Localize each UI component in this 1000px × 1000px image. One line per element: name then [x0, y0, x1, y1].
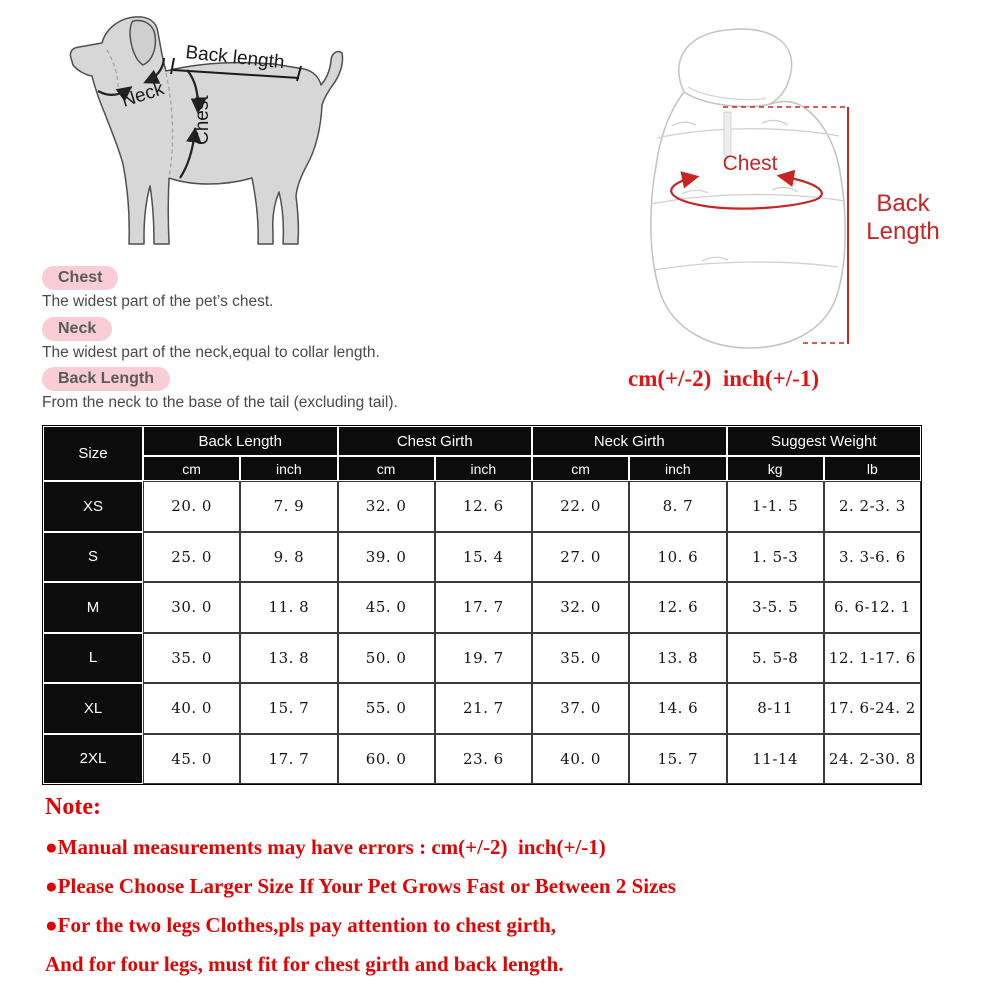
table-cell: 55. 0 [338, 683, 435, 734]
table-cell: 30. 0 [143, 582, 240, 633]
table-cell: 24. 2-30. 8 [824, 734, 921, 785]
definition-neck [42, 317, 380, 362]
jacket-body [651, 92, 845, 348]
note-item: And for four legs, must fit for chest girth and back length. [45, 952, 564, 976]
table-cell: 39. 0 [338, 532, 435, 583]
table-cell: 1. 5-3 [727, 532, 824, 583]
note-item: ●Please Choose Larger Size If Your Pet Grows Fast or Between 2 Sizes [45, 874, 676, 898]
notes-section [45, 794, 960, 977]
table-cell: 8-11 [727, 683, 824, 734]
dog-back-length-label: Back length [184, 42, 286, 74]
unit-header: inch [435, 456, 532, 481]
table-cell: 5. 5-8 [727, 633, 824, 684]
size-label-xs: XS [43, 481, 143, 532]
dog-measurement-diagram [40, 8, 370, 258]
size-label-xl: XL [43, 683, 143, 734]
table-cell: 13. 8 [240, 633, 337, 684]
unit-header: cm [532, 456, 629, 481]
dog-chest-label: Chest [192, 95, 213, 145]
jacket-zipper [724, 112, 731, 156]
unit-header: cm [143, 456, 240, 481]
table-cell: 3-5. 5 [727, 582, 824, 633]
table-cell: 15. 4 [435, 532, 532, 583]
definition-back-length [42, 367, 398, 412]
table-cell: 7. 9 [240, 481, 337, 532]
table-cell: 10. 6 [629, 532, 726, 583]
table-cell: 25. 0 [143, 532, 240, 583]
table-cell: 35. 0 [532, 633, 629, 684]
table-cell: 45. 0 [338, 582, 435, 633]
unit-header: inch [240, 456, 337, 481]
jacket-back-label: Back [876, 190, 930, 217]
size-label-2xl: 2XL [43, 734, 143, 785]
note-item: ●For the two legs Clothes,pls pay attention to chest girth, [45, 913, 557, 937]
definition-chest [42, 266, 273, 311]
table-cell: 40. 0 [532, 734, 629, 785]
table-cell: 32. 0 [338, 481, 435, 532]
table-cell: 8. 7 [629, 481, 726, 532]
back-length-term-pill: Back Length [42, 367, 170, 391]
table-cell: 60. 0 [338, 734, 435, 785]
group-header-back-length: Back Length [143, 426, 338, 456]
table-cell: 17. 7 [435, 582, 532, 633]
table-cell: 12. 6 [435, 481, 532, 532]
table-cell: 19. 7 [435, 633, 532, 684]
table-cell: 13. 8 [629, 633, 726, 684]
dog-neck-label: Neck [119, 78, 167, 112]
unit-header: inch [629, 456, 726, 481]
table-cell: 20. 0 [143, 481, 240, 532]
table-cell: 50. 0 [338, 633, 435, 684]
table-cell: 12. 6 [629, 582, 726, 633]
table-cell: 15. 7 [240, 683, 337, 734]
table-cell: 11. 8 [240, 582, 337, 633]
table-cell: 21. 7 [435, 683, 532, 734]
table-cell: 11-14 [727, 734, 824, 785]
table-cell: 15. 7 [629, 734, 726, 785]
group-header-suggest-weight: Suggest Weight [727, 426, 922, 456]
table-cell: 6. 6-12. 1 [824, 582, 921, 633]
size-column-header: Size [43, 426, 143, 481]
neck-definition-text: The widest part of the neck,equal to collar length. [42, 344, 380, 362]
group-header-chest-girth: Chest Girth [338, 426, 533, 456]
table-cell: 17. 6-24. 2 [824, 683, 921, 734]
back-length-definition-text: From the neck to the base of the tail (excluding tail). [42, 394, 398, 412]
table-cell: 14. 6 [629, 683, 726, 734]
jacket-collar [679, 29, 792, 106]
chest-definition-text: The widest part of the pet’s chest. [42, 293, 274, 311]
table-cell: 3. 3-6. 6 [824, 532, 921, 583]
tolerance-note: cm(+/-2) inch(+/-1) [628, 366, 819, 391]
jacket-length-label: Length [866, 218, 940, 245]
note-item: ●Manual measurements may have errors : cm(+/-2) inch(+/-1) [45, 835, 606, 859]
group-header-neck-girth: Neck Girth [532, 426, 727, 456]
neck-term-pill: Neck [42, 317, 112, 341]
size-chart-table [42, 425, 922, 785]
table-cell: 37. 0 [532, 683, 629, 734]
unit-header: cm [338, 456, 435, 481]
table-cell: 23. 6 [435, 734, 532, 785]
table-cell: 45. 0 [143, 734, 240, 785]
table-cell: 22. 0 [532, 481, 629, 532]
table-cell: 27. 0 [532, 532, 629, 583]
table-cell: 9. 8 [240, 532, 337, 583]
size-label-l: L [43, 633, 143, 684]
jacket-chest-label: Chest [722, 152, 778, 175]
size-label-m: M [43, 582, 143, 633]
size-label-s: S [43, 532, 143, 583]
table-cell: 35. 0 [143, 633, 240, 684]
unit-header: kg [727, 456, 824, 481]
table-cell: 40. 0 [143, 683, 240, 734]
table-cell: 32. 0 [532, 582, 629, 633]
chest-term-pill: Chest [42, 266, 118, 290]
unit-header: lb [824, 456, 921, 481]
jacket-measurement-diagram [612, 14, 962, 364]
table-cell: 1-1. 5 [727, 481, 824, 532]
table-cell: 2. 2-3. 3 [824, 481, 921, 532]
table-cell: 17. 7 [240, 734, 337, 785]
notes-title: Note: [45, 794, 101, 820]
table-cell: 12. 1-17. 6 [824, 633, 921, 684]
